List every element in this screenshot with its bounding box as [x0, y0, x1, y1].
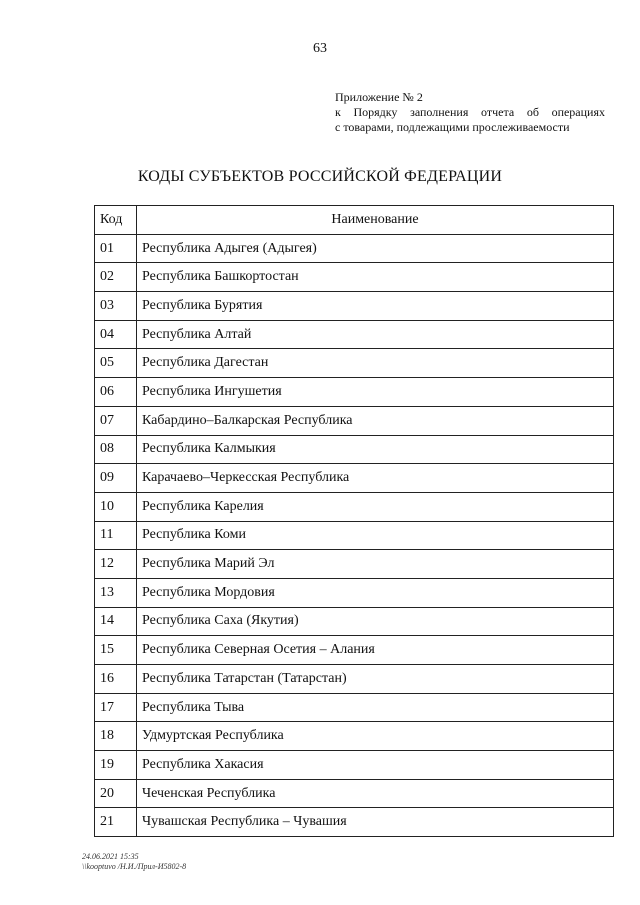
- region-name-cell: Удмуртская Республика: [137, 722, 614, 751]
- appendix-line-2: [335, 105, 605, 120]
- region-name-cell: Республика Тыва: [137, 693, 614, 722]
- table-row: [95, 349, 614, 378]
- table-row: [95, 378, 614, 407]
- column-header-code: Код: [95, 206, 137, 235]
- region-name-cell: Республика Бурятия: [137, 292, 614, 321]
- table-row: [95, 521, 614, 550]
- region-code-cell: 13: [95, 578, 137, 607]
- document-title: КОДЫ СУБЪЕКТОВ РОССИЙСКОЙ ФЕДЕРАЦИИ: [137, 168, 503, 185]
- region-code-cell: 08: [95, 435, 137, 464]
- appendix-line-3: с товарами, подлежащими прослеживаемости: [335, 120, 570, 134]
- region-code-cell: 19: [95, 751, 137, 780]
- region-code-cell: 04: [95, 320, 137, 349]
- region-code-cell: 12: [95, 550, 137, 579]
- region-name-cell: Республика Дагестан: [137, 349, 614, 378]
- appendix-word: об: [526, 105, 539, 119]
- appendix-word: к: [335, 105, 341, 119]
- region-code-cell: 06: [95, 378, 137, 407]
- appendix-header: [335, 90, 605, 135]
- footer-file-reference: \\kooptuvo /Н.И./Прил-И5802-8: [82, 862, 187, 871]
- appendix-word: Порядку: [353, 105, 398, 119]
- region-name-cell: Республика Татарстан (Татарстан): [137, 665, 614, 694]
- appendix-word: операциях: [551, 105, 605, 119]
- region-name-cell: Республика Саха (Якутия): [137, 607, 614, 636]
- page-number: 63: [313, 41, 327, 56]
- region-code-cell: 01: [95, 234, 137, 263]
- table-row: [95, 550, 614, 579]
- region-code-cell: 03: [95, 292, 137, 321]
- region-code-cell: 14: [95, 607, 137, 636]
- table-row: [95, 808, 614, 837]
- region-name-cell: Республика Калмыкия: [137, 435, 614, 464]
- region-code-cell: 02: [95, 263, 137, 292]
- region-code-cell: 17: [95, 693, 137, 722]
- table-row: [95, 636, 614, 665]
- table-row: [95, 320, 614, 349]
- table-row: [95, 234, 614, 263]
- table-header-row: [95, 206, 614, 235]
- table-row: [95, 578, 614, 607]
- region-name-cell: Республика Северная Осетия – Алания: [137, 636, 614, 665]
- table-body: [95, 234, 614, 836]
- table-row: [95, 665, 614, 694]
- column-header-name: Наименование: [137, 206, 614, 235]
- region-codes-table: [94, 205, 614, 837]
- region-name-cell: Республика Адыгея (Адыгея): [137, 234, 614, 263]
- region-code-cell: 21: [95, 808, 137, 837]
- region-name-cell: Республика Марий Эл: [137, 550, 614, 579]
- region-name-cell: Республика Хакасия: [137, 751, 614, 780]
- table-row: [95, 693, 614, 722]
- region-name-cell: Чувашская Республика – Чувашия: [137, 808, 614, 837]
- region-name-cell: Республика Ингушетия: [137, 378, 614, 407]
- table-row: [95, 779, 614, 808]
- region-code-cell: 15: [95, 636, 137, 665]
- table-row: [95, 751, 614, 780]
- table-row: [95, 464, 614, 493]
- table-row: [95, 435, 614, 464]
- table-row: [95, 607, 614, 636]
- appendix-word: заполнения: [410, 105, 469, 119]
- document-footer: [82, 852, 186, 872]
- footer-timestamp: 24.06.2021 15:35: [82, 852, 139, 861]
- region-code-cell: 10: [95, 492, 137, 521]
- region-name-cell: Республика Башкортостан: [137, 263, 614, 292]
- region-name-cell: Карачаево–Черкесская Республика: [137, 464, 614, 493]
- region-code-cell: 18: [95, 722, 137, 751]
- region-code-cell: 09: [95, 464, 137, 493]
- table-row: [95, 406, 614, 435]
- region-name-cell: Республика Карелия: [137, 492, 614, 521]
- appendix-line-1: Приложение № 2: [335, 90, 423, 104]
- region-name-cell: Республика Мордовия: [137, 578, 614, 607]
- region-name-cell: Республика Алтай: [137, 320, 614, 349]
- table-row: [95, 722, 614, 751]
- region-code-cell: 11: [95, 521, 137, 550]
- region-name-cell: Кабардино–Балкарская Республика: [137, 406, 614, 435]
- region-name-cell: Республика Коми: [137, 521, 614, 550]
- region-code-cell: 20: [95, 779, 137, 808]
- region-name-cell: Чеченская Республика: [137, 779, 614, 808]
- table-row: [95, 292, 614, 321]
- table-row: [95, 492, 614, 521]
- table-row: [95, 263, 614, 292]
- region-code-cell: 07: [95, 406, 137, 435]
- appendix-word: отчета: [481, 105, 515, 119]
- region-code-cell: 05: [95, 349, 137, 378]
- region-code-cell: 16: [95, 665, 137, 694]
